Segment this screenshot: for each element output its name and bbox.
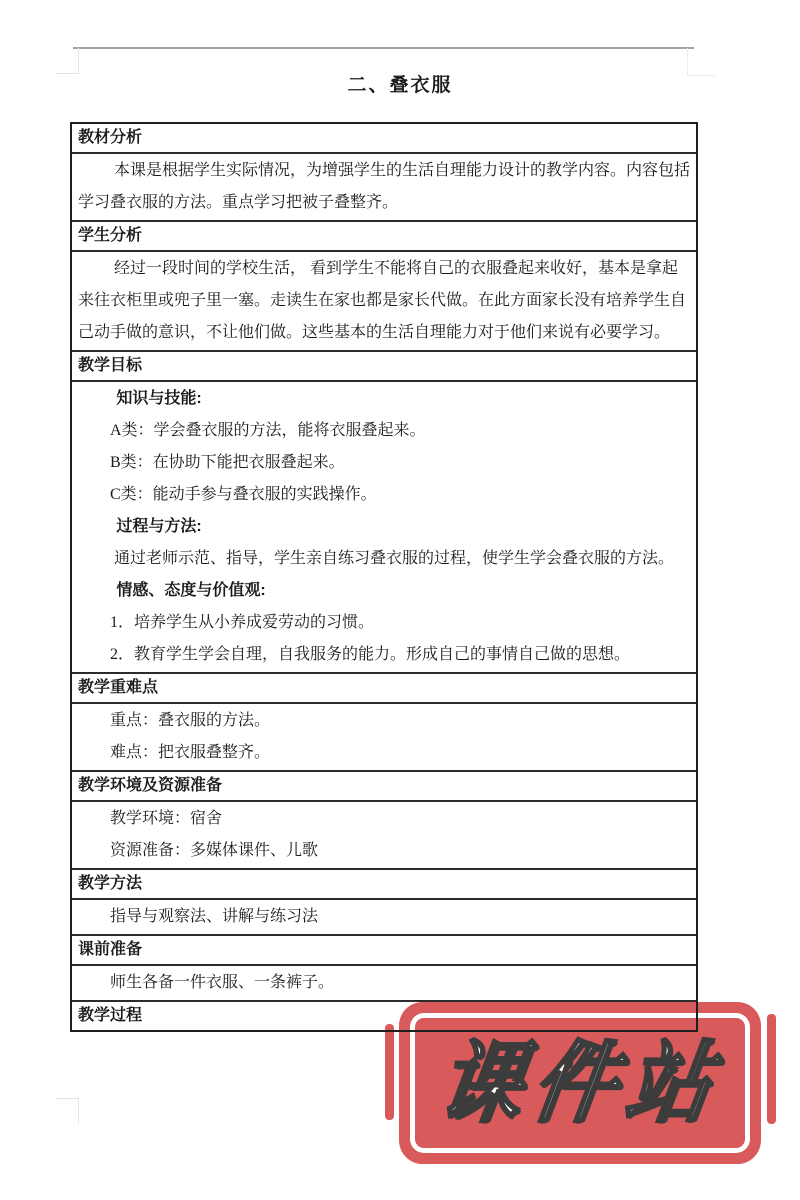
subheading-emotion-attitude-values: 情感、态度与价值观: [116,582,266,599]
subheading-process-methods: 过程与方法: [116,518,202,535]
objective-item-a: A类：学会叠衣服的方法，能将衣服叠起来。 [110,422,426,439]
resource-preparation: 资源准备：多媒体课件、儿歌 [110,842,319,859]
section-body-environment-resources [72,800,696,868]
paragraph: 经过一段时间的学校生活， 看到学生不能将自己的衣服叠起来收好，基本是拿起来往衣柜里或兜子里一塞。走读生在家也都是家长代做。在此方面家长没有培养学生自己动手做的意识，不让他们做。这些基本的生活自理能力对于他们来说有必要学习。 [78,260,687,341]
section-header-student-analysis: 学生分析 [72,220,696,250]
objective-item-c: C类：能动手参与叠衣服的实践操作。 [110,486,377,503]
paragraph: 本课是根据学生实际情况，为增强学生的生活自理能力设计的教学内容。内容包括学习叠衣服的方法。重点学习把被子叠整齐。 [78,162,691,211]
paragraph: 通过老师示范、指导，学生亲自练习叠衣服的过程，使学生学会叠衣服的方法。 [114,550,675,567]
page-boundary-mark [78,1098,79,1124]
section-header-environment-resources: 教学环境及资源准备 [72,770,696,800]
page-title: 二、叠衣服 [347,75,453,96]
key-point: 重点：叠衣服的方法。 [110,712,271,729]
difficult-point: 难点：把衣服叠整齐。 [110,744,271,761]
teaching-environment: 教学环境：宿舍 [110,810,223,827]
value-item-2: 2．教育学生学会自理，自我服务的能力。形成自己的事情自己做的思想。 [110,646,631,663]
stamp-text: 课件站 [432,1033,728,1133]
subheading-knowledge-skills: 知识与技能: [116,390,202,407]
section-header-pre-class-preparation: 课前准备 [72,934,696,964]
section-body-teaching-methods [72,898,696,934]
pre-class-preparation-text: 师生各备一件衣服、一条裤子。 [110,974,335,991]
section-header-teaching-objectives: 教学目标 [72,350,696,380]
page-boundary-mark [55,1098,79,1099]
kejianzhan-stamp-watermark [415,1018,745,1148]
section-header-textbook-analysis: 教材分析 [78,129,143,146]
section-header-teaching-methods: 教学方法 [72,868,696,898]
value-item-1: 1．培养学生从小养成爱劳动的习惯。 [110,614,375,631]
section-body-student-analysis [72,250,696,350]
section-body-key-difficult-points [72,702,696,770]
objective-item-b: B类：在协助下能把衣服叠起来。 [110,454,345,471]
section-body-textbook-analysis [72,152,696,220]
lesson-plan-table [70,122,698,1032]
section-body-pre-class-preparation [72,964,696,1000]
teaching-methods-text: 指导与观察法、讲解与练习法 [110,908,319,925]
section-header-key-difficult-points: 教学重难点 [72,672,696,702]
page-boundary-top-rule [73,47,694,49]
section-header-teaching-process: 教学过程 [72,1000,696,1030]
section-body-teaching-objectives [72,380,696,672]
